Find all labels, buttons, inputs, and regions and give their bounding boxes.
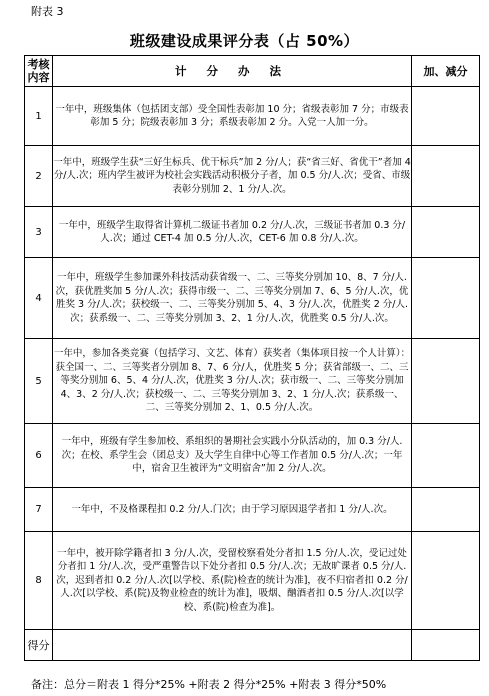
total-label: 得分	[25, 630, 53, 661]
table-row	[25, 87, 480, 146]
table-row	[25, 258, 480, 339]
row-method: 一年中，不及格课程扣 0.2 分/人.门次；由于学习原因退学者扣 1 分/人.次。	[53, 488, 412, 532]
row-method: 一年中，班级学生取得省计算机二级证书者加 0.2 分/人.次，三级证书者加 0.3 分/人.次；通过 CET-4 加 0.5 分/人.次，CET-6 加 0.8 分/人.次。	[53, 207, 412, 258]
row-adjust-cell	[412, 424, 480, 488]
table-total-row	[25, 630, 480, 661]
total-value-cell	[53, 630, 412, 661]
row-method: 一年中，班级集体（包括团支部）受全国性表彰加 10 分；省级表彰加 7 分；市级表彰加 5 分；院级表彰加 3 分；系级表彰加 2 分。入党一人加一分。	[53, 87, 412, 146]
table-row	[25, 207, 480, 258]
header-item: 考核内容	[25, 56, 53, 87]
table-row	[25, 532, 480, 630]
table-row	[25, 339, 480, 424]
header-adjust: 加、减分	[412, 56, 480, 87]
row-adjust-cell	[412, 488, 480, 532]
row-method: 一年中，参加各类竞赛（包括学习、文艺、体育）获奖者（集体项目按一个人计算）：获全国一、二、三等奖者分别加 8、7、6 分/人，优胜奖 5 分；获省部级一、二、三等奖分别加 6、5、4 分/人.次，优胜奖 3 分/人.次；获市级一、二、三等奖分别加 4、3、2 分/人.次；获校级一、二、三等奖分别加 3、2、1 分/人.次；获系级一、二、三等奖分别加 2、1、0.5 分/人.次。	[53, 339, 412, 424]
page-title: 班级建设成果评分表（占 50%）	[129, 32, 360, 50]
row-adjust-cell	[412, 146, 480, 207]
row-index: 4	[25, 258, 53, 339]
row-index: 5	[25, 339, 53, 424]
row-adjust-cell	[412, 258, 480, 339]
total-adjust-cell	[412, 630, 480, 661]
row-method: 一年中，班级有学生参加校、系组织的暑期社会实践小分队活动的，加 0.3 分/人.次；在校、系学生会（团总支）及大学生自律中心等工作者加 0.5 分/人.次；一年中，宿舍卫生被评为“文明宿舍”加 2 分/人.次。	[53, 424, 412, 488]
row-method: 一年中，班级学生参加课外科技活动获省级一、二、三等奖分别加 10、8、7 分/人.次，获优胜奖加 5 分/人.次；获得市级一、二、三等奖分别加 7、6、5 分/人.次，优胜奖 3 分/人.次；获校级一、二、三等奖分别加 5、4、3 分/人.次，优胜奖 2 分/人.次；获系级一、二、三等奖分别加 3、2、1 分/人.次，优胜奖 0.5 分/人.次。	[53, 258, 412, 339]
row-adjust-cell	[412, 87, 480, 146]
row-index: 8	[25, 532, 53, 630]
header-method: 计 分 办 法	[53, 56, 412, 87]
row-adjust-cell	[412, 532, 480, 630]
attachment-label: 附表 3	[31, 5, 64, 18]
table-header-row	[25, 56, 480, 87]
table-row	[25, 146, 480, 207]
footnote: 备注：总分＝附表 1 得分*25% +附表 2 得分*25% +附表 3 得分*50%	[31, 678, 387, 691]
table-row	[25, 488, 480, 532]
score-table	[24, 55, 480, 661]
row-index: 2	[25, 146, 53, 207]
row-adjust-cell	[412, 339, 480, 424]
row-index: 1	[25, 87, 53, 146]
row-method: 一年中，班级学生获“三好生标兵、优干标兵”加 2 分/人；获“省三好、省优干”者加 4 分/人.次；班内学生被评为校社会实践活动积极分子者，加 0.5 分/人.次；受省、市级表彰分别加 2、1 分/人.次。	[53, 146, 412, 207]
row-index: 6	[25, 424, 53, 488]
row-index: 3	[25, 207, 53, 258]
row-adjust-cell	[412, 207, 480, 258]
table-row	[25, 424, 480, 488]
row-index: 7	[25, 488, 53, 532]
row-method: 一年中，被开除学籍者扣 3 分/人.次，受留校察看处分者扣 1.5 分/人.次，受记过处分者扣 1 分/人.次，受严重警告以下处分者扣 0.5 分/人.次；无故旷课者 0.5 分/人.次，迟到者扣 0.2 分/人.次[以学校、系(院)检查的统计为准]，夜不归宿者扣 0.2 分/人.次[以学校、系(院)及物业检查的统计为准]，吸烟、酗酒者扣 0.5 分/人.次[以学校、系(院)检查为准]。	[53, 532, 412, 630]
